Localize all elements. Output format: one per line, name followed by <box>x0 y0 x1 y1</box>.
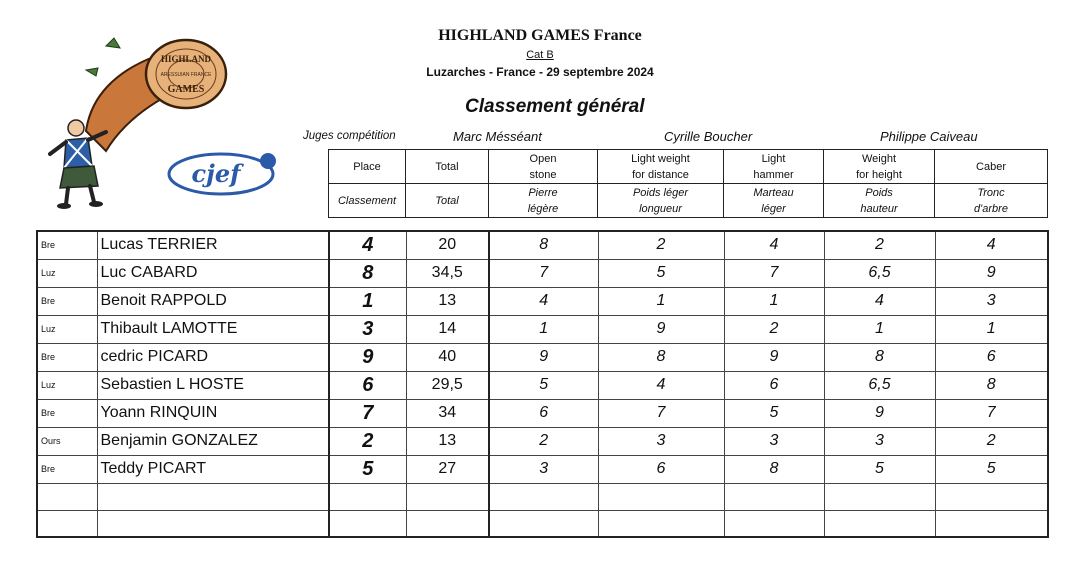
table-row <box>37 427 1048 455</box>
event-location-date: Luzarches - France - 29 septembre 2024 <box>426 65 654 79</box>
score-cell: 2 <box>598 231 724 259</box>
score-cell: 3 <box>598 427 724 455</box>
club-cell: Luz <box>37 259 97 287</box>
empty-row <box>37 510 1048 537</box>
event-header-fr: Poids léger longueur <box>598 184 724 218</box>
athlete-name-cell: Benoit RAPPOLD <box>97 287 329 315</box>
score-cell: 6 <box>724 371 824 399</box>
place-cell: 2 <box>329 427 406 455</box>
score-cell: 5 <box>935 455 1048 483</box>
highland-games-logo <box>36 36 286 216</box>
score-cell: 9 <box>724 343 824 371</box>
club-cell: Bre <box>37 399 97 427</box>
score-cell: 2 <box>489 427 598 455</box>
empty-cell <box>329 510 406 537</box>
score-cell: 7 <box>598 399 724 427</box>
empty-cell <box>598 483 724 510</box>
total-cell: 27 <box>406 455 489 483</box>
empty-cell <box>329 483 406 510</box>
empty-cell <box>37 510 97 537</box>
score-cell: 3 <box>489 455 598 483</box>
score-cell: 4 <box>489 287 598 315</box>
event-header-fr: Tronc d'arbre <box>935 184 1048 218</box>
table-row <box>37 399 1048 427</box>
judges-label: Juges compétition <box>303 130 396 142</box>
club-cell: Bre <box>37 455 97 483</box>
table-row <box>37 371 1048 399</box>
score-cell: 4 <box>598 371 724 399</box>
table-row <box>37 287 1048 315</box>
svg-text:ARESSUIAN FRANCE: ARESSUIAN FRANCE <box>160 72 212 78</box>
score-cell: 2 <box>935 427 1048 455</box>
score-cell: 5 <box>724 399 824 427</box>
score-cell: 7 <box>724 259 824 287</box>
empty-cell <box>598 510 724 537</box>
table-row <box>37 231 1048 259</box>
svg-text:GAMES: GAMES <box>167 84 205 95</box>
place-cell: 1 <box>329 287 406 315</box>
score-cell: 9 <box>598 315 724 343</box>
events-header-table <box>328 149 1048 218</box>
score-cell: 8 <box>824 343 935 371</box>
event-header: Light hammer <box>724 150 824 184</box>
event-header-fr: Poids hauteur <box>824 184 935 218</box>
club-cell: Bre <box>37 287 97 315</box>
table-row <box>37 259 1048 287</box>
empty-cell <box>824 510 935 537</box>
athlete-name-cell: Benjamin GONZALEZ <box>97 427 329 455</box>
total-header-fr: Total <box>406 184 489 218</box>
place-header: Place <box>329 150 406 184</box>
score-cell: 1 <box>598 287 724 315</box>
cjef-badge <box>169 153 276 194</box>
score-cell: 6 <box>489 399 598 427</box>
score-cell: 7 <box>489 259 598 287</box>
club-cell: Bre <box>37 231 97 259</box>
total-cell: 34,5 <box>406 259 489 287</box>
score-cell: 1 <box>935 315 1048 343</box>
total-cell: 13 <box>406 427 489 455</box>
empty-cell <box>935 483 1048 510</box>
score-cell: 6,5 <box>824 259 935 287</box>
total-cell: 14 <box>406 315 489 343</box>
empty-cell <box>489 483 598 510</box>
svg-text:HIGHLAND: HIGHLAND <box>160 54 212 64</box>
score-cell: 1 <box>724 287 824 315</box>
svg-text:cjef: cjef <box>191 159 241 188</box>
athlete-name-cell: Luc CABARD <box>97 259 329 287</box>
score-cell: 8 <box>489 231 598 259</box>
score-cell: 2 <box>824 231 935 259</box>
ranking-title: Classement général <box>465 96 645 117</box>
place-header-fr: Classement <box>329 184 406 218</box>
score-cell: 3 <box>935 287 1048 315</box>
event-header-fr: Marteau léger <box>724 184 824 218</box>
empty-cell <box>406 510 489 537</box>
score-cell: 2 <box>724 315 824 343</box>
event-title: HIGHLAND GAMES France <box>438 27 642 44</box>
thrower-illustration <box>36 36 286 216</box>
score-cell: 3 <box>724 427 824 455</box>
club-cell: Bre <box>37 343 97 371</box>
empty-cell <box>824 483 935 510</box>
score-cell: 5 <box>598 259 724 287</box>
results-table <box>36 230 1049 538</box>
event-header-fr: Pierre légère <box>489 184 598 218</box>
athlete-name-cell: Yoann RINQUIN <box>97 399 329 427</box>
score-cell: 4 <box>824 287 935 315</box>
place-cell: 3 <box>329 315 406 343</box>
empty-cell <box>935 510 1048 537</box>
athlete-name-cell: Lucas TERRIER <box>97 231 329 259</box>
athlete-name-cell: Thibault LAMOTTE <box>97 315 329 343</box>
total-cell: 34 <box>406 399 489 427</box>
score-cell: 1 <box>824 315 935 343</box>
total-cell: 13 <box>406 287 489 315</box>
category-label: Cat B <box>526 49 554 61</box>
empty-cell <box>489 510 598 537</box>
score-cell: 8 <box>935 371 1048 399</box>
empty-row <box>37 483 1048 510</box>
club-cell: Ours <box>37 427 97 455</box>
empty-cell <box>724 483 824 510</box>
place-cell: 6 <box>329 371 406 399</box>
score-cell: 6 <box>935 343 1048 371</box>
total-header: Total <box>406 150 489 184</box>
event-header: Open stone <box>489 150 598 184</box>
score-cell: 7 <box>935 399 1048 427</box>
score-cell: 4 <box>935 231 1048 259</box>
place-cell: 8 <box>329 259 406 287</box>
score-cell: 4 <box>724 231 824 259</box>
score-cell: 6,5 <box>824 371 935 399</box>
empty-cell <box>724 510 824 537</box>
place-cell: 4 <box>329 231 406 259</box>
empty-cell <box>97 510 329 537</box>
total-cell: 40 <box>406 343 489 371</box>
judge-name: Philippe Caiveau <box>880 129 978 144</box>
table-row <box>37 315 1048 343</box>
empty-cell <box>97 483 329 510</box>
score-cell: 3 <box>824 427 935 455</box>
judge-name: Cyrille Boucher <box>664 129 753 144</box>
score-cell: 5 <box>489 371 598 399</box>
score-cell: 8 <box>724 455 824 483</box>
club-cell: Luz <box>37 371 97 399</box>
table-row <box>37 455 1048 483</box>
judge-name: Marc Mésséant <box>453 129 542 144</box>
score-cell: 8 <box>598 343 724 371</box>
score-cell: 9 <box>824 399 935 427</box>
empty-cell <box>37 483 97 510</box>
place-cell: 9 <box>329 343 406 371</box>
score-cell: 9 <box>489 343 598 371</box>
athlete-name-cell: Teddy PICART <box>97 455 329 483</box>
place-cell: 7 <box>329 399 406 427</box>
athlete-name-cell: Sebastien L HOSTE <box>97 371 329 399</box>
log-icon <box>86 38 226 151</box>
total-cell: 20 <box>406 231 489 259</box>
athlete-name-cell: cedric PICARD <box>97 343 329 371</box>
event-header: Light weight for distance <box>598 150 724 184</box>
event-header: Weight for height <box>824 150 935 184</box>
score-cell: 6 <box>598 455 724 483</box>
club-cell: Luz <box>37 315 97 343</box>
total-cell: 29,5 <box>406 371 489 399</box>
score-cell: 5 <box>824 455 935 483</box>
place-cell: 5 <box>329 455 406 483</box>
score-cell: 9 <box>935 259 1048 287</box>
event-header: Caber <box>935 150 1048 184</box>
empty-cell <box>406 483 489 510</box>
document-header <box>380 27 700 79</box>
table-row <box>37 343 1048 371</box>
score-cell: 1 <box>489 315 598 343</box>
